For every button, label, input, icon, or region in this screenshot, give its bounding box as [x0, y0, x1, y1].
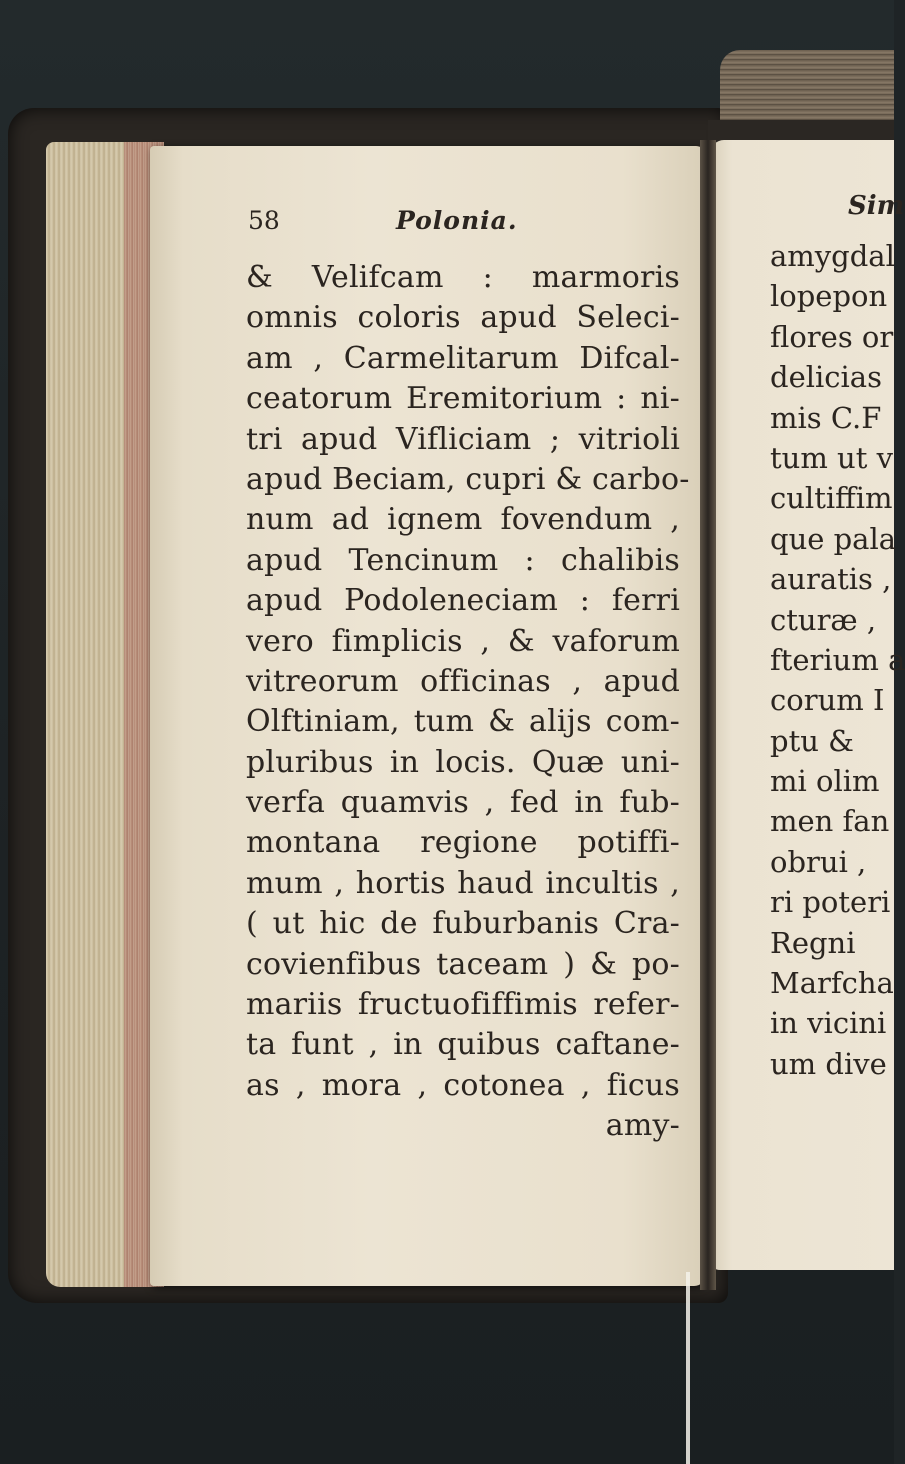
text-line: ( ut hic de fuburbanis Cra-: [246, 906, 680, 942]
text-line: Olftiniam, tum & alijs com-: [246, 704, 680, 740]
text-line: ri poteri: [770, 885, 891, 920]
catchword: amy-: [605, 1108, 680, 1144]
text-line: mum , hortis haud incultis ,: [246, 865, 680, 901]
text-line: fterium a: [770, 642, 905, 677]
text-line: amygdal: [770, 239, 895, 273]
text-line: Marfcha: [770, 966, 894, 1001]
left-page-header: [248, 206, 668, 246]
text-line: obrui ,: [770, 844, 867, 879]
text-line: apud Podoleneciam : ferri: [246, 583, 680, 619]
text-line: que pala: [770, 521, 897, 556]
text-line: tum ut v: [770, 440, 893, 475]
text-line: vero fimplicis , & vaforum: [246, 623, 680, 659]
left-page-body: [246, 258, 690, 1147]
text-line: lopepon: [770, 279, 888, 314]
text-line: as , mora , cotonea , ficus: [246, 1067, 680, 1103]
paper-crease: [686, 1272, 690, 1464]
text-line: delicias: [770, 360, 882, 395]
text-line: apud Beciam, cupri & carbo-: [246, 461, 690, 497]
text-line: covienfibus taceam ) & po-: [246, 946, 680, 982]
text-line: in vicini: [770, 1006, 887, 1041]
text-line: um dive: [770, 1046, 887, 1081]
text-line: apud Tencinum : chalibis: [246, 542, 680, 578]
text-line: verfa quamvis , fed in fub-: [246, 785, 680, 821]
page-number: 58: [248, 206, 280, 235]
right-running-title: Sim: [848, 191, 905, 221]
right-page-edges: [720, 50, 894, 130]
text-line: tri apud Vifliciam ; vitrioli: [246, 421, 680, 457]
text-line: cturæ ,: [770, 602, 877, 637]
text-line: ptu &: [770, 723, 854, 758]
right-page-body: [770, 186, 905, 1084]
text-line: montana regione potiffi-: [246, 825, 680, 861]
text-line: men fan: [770, 804, 890, 839]
text-line: num ad ignem fovendum ,: [246, 502, 680, 538]
text-line: mi olim: [770, 764, 880, 799]
running-title: Polonia.: [396, 206, 518, 235]
text-line: ceatorum Eremitorium : ni-: [246, 381, 680, 417]
text-line: & Velifcam : marmoris: [246, 260, 680, 295]
left-page-edges: [46, 142, 164, 1287]
text-line: ta funt , in quibus caftane-: [246, 1027, 680, 1063]
book-gutter: [700, 140, 716, 1290]
text-line: flores or: [770, 319, 894, 354]
text-line: vitreorum officinas , apud: [246, 663, 680, 699]
text-line: cultiffim: [770, 481, 893, 516]
text-line: mis C.F: [770, 400, 882, 435]
text-line: pluribus in locis. Quæ uni-: [246, 744, 680, 780]
text-line: Regni: [770, 925, 856, 960]
text-line: corum I: [770, 683, 885, 718]
text-line: mariis fructuofiffimis refer-: [246, 987, 680, 1023]
text-line: omnis coloris apud Seleci-: [246, 300, 680, 336]
text-line: am , Carmelitarum Difcal-: [246, 340, 680, 376]
text-line: auratis ,: [770, 562, 892, 597]
